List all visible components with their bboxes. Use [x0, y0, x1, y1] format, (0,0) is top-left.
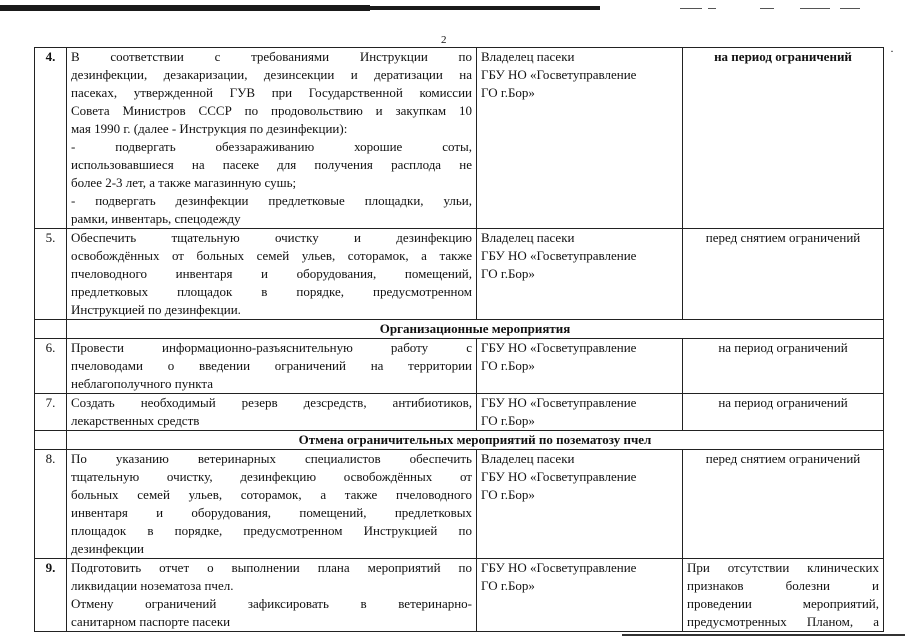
scan-artifact-bottom	[622, 634, 905, 636]
row-number: 5.	[35, 229, 67, 320]
responsible-party: Владелец пасеки ГБУ НО «Госветуправление ГО г.Бор»	[477, 450, 683, 559]
measure-text: В соответствии с требованиями Инструкции по дезинфекции, дезакаризации, дезинсекции и дератизации на пасеках, утвержденной ГУВ при Государственной комиссии Совета Министров СССР по продовольствию и закупкам 10 мая 1990 г. (далее - Инструкция по дезинфекции): - подвергать обеззараживанию хорошие соты, использовавшиеся на пасеке для получения расплода не более 2-3 лет, а также магазинную сушь; - подвергать дезинфекции предлетковые площадки, ульи, рамки, инвентарь, спецодежду	[67, 48, 477, 229]
row-number: 4.	[35, 48, 67, 229]
measure-text: Подготовить отчет о выполнении плана мероприятий по ликвидации нозематоза пчел. Отмену ограничений зафиксировать в ветеринарно- санитарном паспорте пасеки	[67, 559, 477, 632]
section-row	[35, 431, 884, 450]
table-row	[35, 450, 884, 559]
measures-table	[34, 47, 884, 632]
row-number: 6.	[35, 339, 67, 394]
table-row	[35, 394, 884, 431]
responsible-party: ГБУ НО «Госветуправление ГО г.Бор»	[477, 559, 683, 632]
table-row	[35, 339, 884, 394]
deadline: на период ограничений	[683, 394, 884, 431]
responsible-party: Владелец пасеки ГБУ НО «Госветуправление ГО г.Бор»	[477, 229, 683, 320]
page-number: 2	[441, 34, 447, 46]
row-number: 7.	[35, 394, 67, 431]
scan-mark: ·	[890, 44, 894, 58]
section-heading: Организационные мероприятия	[67, 320, 884, 339]
responsible-party: ГБУ НО «Госветуправление ГО г.Бор»	[477, 394, 683, 431]
deadline: перед снятием ограничений	[683, 450, 884, 559]
measure-text: Обеспечить тщательную очистку и дезинфекцию освобождённых от больных семей ульев, сотoрамок, а также пчеловодного инвентаря и оборудования, помещений, предлетковых площадок в порядке, предусмотренном Инструкцией по дезинфекции.	[67, 229, 477, 320]
measure-text: Создать необходимый резерв дезсредств, антибиотиков, лекарственных средств	[67, 394, 477, 431]
scan-artifact-top	[0, 3, 905, 17]
measure-text: По указанию ветеринарных специалистов обеспечить тщательную очистку, дезинфекцию освобождённых от больных семей ульев, сотoрамок, а также пчеловодного инвентаря и оборудования, помещений, предлетковых площадок в порядке, предусмотренном Инструкцией по дезинфекции	[67, 450, 477, 559]
table-row	[35, 559, 884, 632]
deadline: При отсутствии клинических признаков болезни и проведении мероприятий, предусмотренных Планом, а	[683, 559, 884, 632]
deadline: на период ограничений	[683, 48, 884, 229]
section-row	[35, 320, 884, 339]
responsible-party: Владелец пасеки ГБУ НО «Госветуправление ГО г.Бор»	[477, 48, 683, 229]
table-row	[35, 229, 884, 320]
row-number: 8.	[35, 450, 67, 559]
table-row	[35, 48, 884, 229]
deadline: на период ограничений	[683, 339, 884, 394]
section-heading: Отмена ограничительных мероприятий по позематозу пчел	[67, 431, 884, 450]
deadline: перед снятием ограничений	[683, 229, 884, 320]
measure-text: Провести информационно-разъяснительную работу с пчеловодами о введении ограничений на территории неблагополучного пункта	[67, 339, 477, 394]
responsible-party: ГБУ НО «Госветуправление ГО г.Бор»	[477, 339, 683, 394]
row-number: 9.	[35, 559, 67, 632]
